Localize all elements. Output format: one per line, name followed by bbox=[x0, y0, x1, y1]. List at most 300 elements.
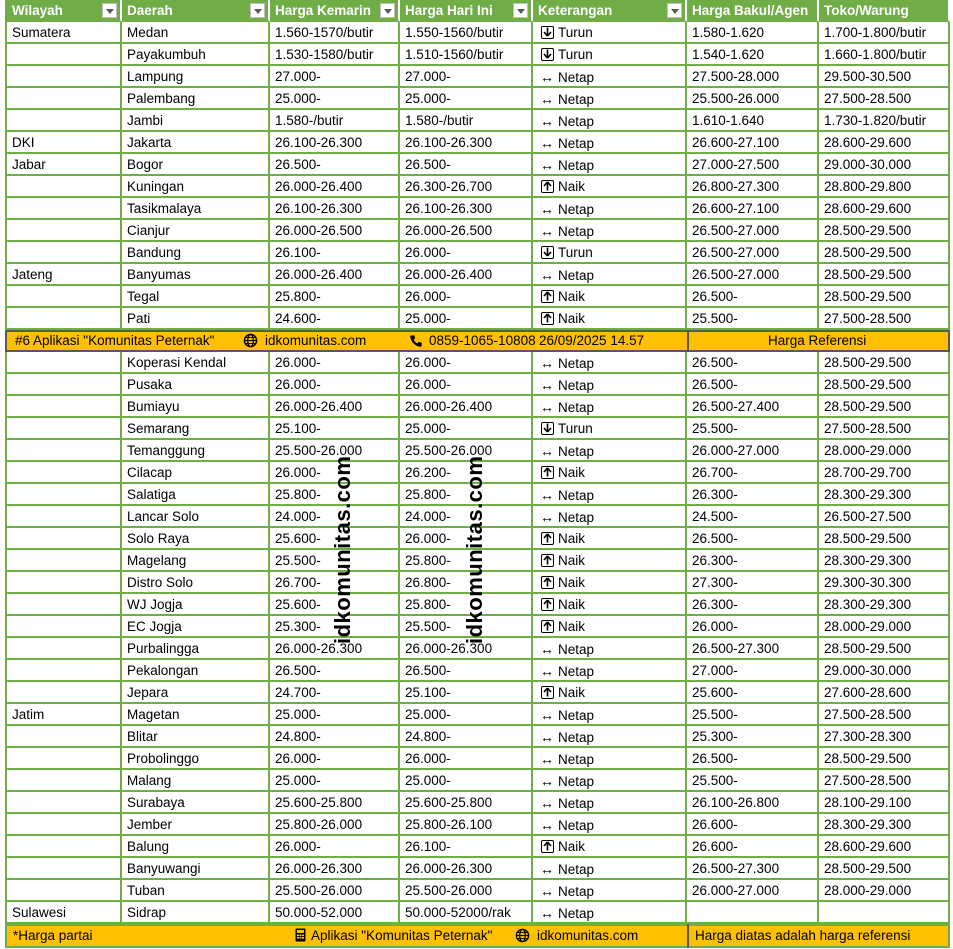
cell-toko bbox=[819, 396, 950, 418]
cell-text: Semarang bbox=[127, 421, 190, 436]
cell-text: 28.500-29.500 bbox=[824, 289, 912, 304]
cell-text: 26.100- bbox=[405, 839, 451, 854]
cell-text: Malang bbox=[127, 773, 172, 788]
cell-kemarin bbox=[270, 352, 400, 374]
banner-phone: 0859-1065-10808 bbox=[429, 333, 536, 348]
cell-hariini bbox=[400, 770, 533, 792]
cell-text: 1.580-/butir bbox=[405, 113, 474, 128]
cell-text: Tegal bbox=[127, 289, 160, 304]
cell-text: Netap bbox=[558, 114, 595, 129]
cell-wilayah bbox=[5, 176, 122, 198]
lr-arrow-icon: ↔ bbox=[540, 267, 554, 283]
cell-text: 27.000- bbox=[692, 663, 738, 678]
cell-toko bbox=[819, 858, 950, 880]
cell-daerah bbox=[122, 726, 270, 748]
globe-icon bbox=[243, 332, 258, 350]
cell-daerah bbox=[122, 880, 270, 902]
banner-site[interactable]: idkomunitas.com bbox=[265, 333, 367, 348]
cell-hariini bbox=[400, 66, 533, 88]
cell-kemarin bbox=[270, 198, 400, 220]
cell-kemarin bbox=[270, 220, 400, 242]
column-header[interactable] bbox=[270, 0, 400, 22]
cell-text: Pati bbox=[127, 311, 151, 326]
cell-text: 28.600-29.600 bbox=[824, 201, 912, 216]
cell-ket bbox=[533, 836, 687, 858]
table-row bbox=[0, 396, 953, 418]
cell-text: Payakumbuh bbox=[127, 47, 206, 62]
cell-text: 25.600- bbox=[275, 597, 321, 612]
cell-toko bbox=[819, 242, 950, 264]
table-row bbox=[0, 858, 953, 880]
table-row bbox=[0, 132, 953, 154]
cell-ket bbox=[533, 770, 687, 792]
cell-text: 28.500-29.500 bbox=[824, 377, 912, 392]
cell-text: 25.500-26.000 bbox=[275, 883, 363, 898]
cell-text: 25.800-26.100 bbox=[405, 817, 493, 832]
cell-ket bbox=[533, 814, 687, 836]
calculator-icon bbox=[295, 926, 306, 946]
cell-text: 25.800-26.000 bbox=[275, 817, 363, 832]
cell-ket bbox=[533, 682, 687, 704]
table-row bbox=[0, 264, 953, 286]
table-row bbox=[0, 792, 953, 814]
cell-text: 28.300-29.300 bbox=[824, 553, 912, 568]
cell-text: Probolinggo bbox=[127, 751, 200, 766]
cell-text: 25.500-26.000 bbox=[692, 91, 780, 106]
cell-text: Netap bbox=[558, 708, 595, 723]
cell-daerah bbox=[122, 88, 270, 110]
cell-wilayah bbox=[5, 440, 122, 462]
cell-kemarin bbox=[270, 792, 400, 814]
cell-text: 26.500- bbox=[405, 663, 451, 678]
cell-bakul bbox=[687, 682, 819, 704]
cell-text: 27.500-28.500 bbox=[824, 773, 912, 788]
column-header[interactable] bbox=[819, 0, 950, 22]
footer-site[interactable]: idkomunitas.com bbox=[537, 928, 639, 943]
banner-reference-label: Harga Referensi bbox=[768, 333, 867, 348]
cell-text: Naik bbox=[558, 531, 586, 546]
cell-wilayah bbox=[5, 418, 122, 440]
cell-daerah bbox=[122, 638, 270, 660]
cell-text: Naik bbox=[558, 597, 586, 612]
globe-icon bbox=[515, 926, 530, 946]
cell-text: 26.000-26.300 bbox=[275, 861, 363, 876]
cell-text: Naik bbox=[558, 685, 586, 700]
cell-hariini bbox=[400, 682, 533, 704]
cell-wilayah bbox=[5, 682, 122, 704]
cell-text: 26.000- bbox=[275, 377, 321, 392]
cell-daerah bbox=[122, 110, 270, 132]
cell-wilayah bbox=[5, 836, 122, 858]
cell-bakul bbox=[687, 198, 819, 220]
cell-toko bbox=[819, 726, 950, 748]
cell-text: 25.000- bbox=[405, 91, 451, 106]
cell-daerah bbox=[122, 506, 270, 528]
cell-text: 25.000- bbox=[405, 311, 451, 326]
cell-bakul bbox=[687, 44, 819, 66]
cell-text: 26.300-26.700 bbox=[405, 179, 493, 194]
cell-hariini bbox=[400, 396, 533, 418]
filter-dropdown-icon[interactable] bbox=[380, 3, 395, 18]
cell-text: Pekalongan bbox=[127, 663, 199, 678]
table-row bbox=[0, 66, 953, 88]
filter-dropdown-icon[interactable] bbox=[513, 3, 528, 18]
cell-wilayah bbox=[5, 814, 122, 836]
cell-hariini bbox=[400, 242, 533, 264]
cell-wilayah bbox=[5, 858, 122, 880]
cell-text: 28.500-29.500 bbox=[824, 267, 912, 282]
cell-toko bbox=[819, 44, 950, 66]
cell-text: 25.000- bbox=[275, 773, 321, 788]
cell-kemarin bbox=[270, 22, 400, 44]
lr-arrow-icon: ↔ bbox=[540, 223, 554, 239]
cell-text: 26.300- bbox=[692, 487, 738, 502]
cell-text: Netap bbox=[558, 510, 595, 525]
cell-kemarin bbox=[270, 264, 400, 286]
column-header[interactable] bbox=[687, 0, 819, 22]
cell-text: Netap bbox=[558, 488, 595, 503]
up-arrow-icon bbox=[541, 620, 554, 633]
cell-text: Solo Raya bbox=[127, 531, 190, 546]
column-header[interactable] bbox=[5, 0, 122, 22]
cell-text: 26.000-26.400 bbox=[405, 399, 493, 414]
cell-toko bbox=[819, 374, 950, 396]
cell-wilayah bbox=[5, 22, 122, 44]
cell-bakul bbox=[687, 132, 819, 154]
cell-text: Naik bbox=[558, 619, 586, 634]
table-row bbox=[0, 418, 953, 440]
cell-daerah bbox=[122, 462, 270, 484]
cell-text: Lancar Solo bbox=[127, 509, 200, 524]
cell-text: 1.730-1.820/butir bbox=[824, 113, 927, 128]
lr-arrow-icon: ↔ bbox=[540, 663, 554, 679]
cell-text: 26.300- bbox=[692, 597, 738, 612]
cell-text: 29.500-30.500 bbox=[824, 69, 912, 84]
cell-ket bbox=[533, 572, 687, 594]
cell-bakul bbox=[687, 726, 819, 748]
cell-daerah bbox=[122, 748, 270, 770]
lr-arrow-icon: ↔ bbox=[540, 69, 554, 85]
cell-bakul bbox=[687, 462, 819, 484]
cell-text: 25.600- bbox=[692, 685, 738, 700]
cell-wilayah bbox=[5, 704, 122, 726]
cell-toko bbox=[819, 814, 950, 836]
cell-daerah bbox=[122, 440, 270, 462]
cell-toko bbox=[819, 770, 950, 792]
cell-text: Pusaka bbox=[127, 377, 173, 392]
cell-text: Jatim bbox=[12, 707, 45, 722]
cell-text: Netap bbox=[558, 356, 595, 371]
cell-toko bbox=[819, 660, 950, 682]
cell-bakul bbox=[687, 660, 819, 682]
cell-text: Jepara bbox=[127, 685, 169, 700]
cell-text: Surabaya bbox=[127, 795, 185, 810]
cell-toko bbox=[819, 418, 950, 440]
cell-text: Netap bbox=[558, 774, 595, 789]
cell-toko bbox=[819, 550, 950, 572]
cell-toko bbox=[819, 176, 950, 198]
cell-toko bbox=[819, 792, 950, 814]
cell-hariini bbox=[400, 660, 533, 682]
cell-daerah bbox=[122, 352, 270, 374]
up-arrow-icon bbox=[541, 180, 554, 193]
cell-daerah bbox=[122, 836, 270, 858]
cell-text: 25.000- bbox=[275, 707, 321, 722]
cell-wilayah bbox=[5, 66, 122, 88]
cell-hariini bbox=[400, 858, 533, 880]
cell-kemarin bbox=[270, 418, 400, 440]
cell-text: 25.500-26.000 bbox=[405, 883, 493, 898]
filter-dropdown-icon[interactable] bbox=[667, 3, 682, 18]
cell-text: 25.500-26.000 bbox=[275, 443, 363, 458]
lr-arrow-icon: ↔ bbox=[540, 795, 554, 811]
cell-ket bbox=[533, 660, 687, 682]
cell-text: Bumiayu bbox=[127, 399, 180, 414]
cell-text: 28.300-29.300 bbox=[824, 817, 912, 832]
table-row bbox=[0, 880, 953, 902]
cell-text: Netap bbox=[558, 444, 595, 459]
cell-text: 25.600- bbox=[275, 531, 321, 546]
cell-bakul bbox=[687, 264, 819, 286]
up-arrow-icon bbox=[541, 554, 554, 567]
cell-kemarin bbox=[270, 836, 400, 858]
cell-hariini bbox=[400, 880, 533, 902]
column-header[interactable] bbox=[122, 0, 270, 22]
cell-text: Naik bbox=[558, 311, 586, 326]
cell-ket bbox=[533, 132, 687, 154]
cell-hariini bbox=[400, 132, 533, 154]
cell-kemarin bbox=[270, 154, 400, 176]
column-header[interactable] bbox=[400, 0, 533, 22]
cell-ket bbox=[533, 484, 687, 506]
cell-bakul bbox=[687, 506, 819, 528]
cell-toko bbox=[819, 286, 950, 308]
cell-kemarin bbox=[270, 858, 400, 880]
cell-hariini bbox=[400, 286, 533, 308]
cell-ket bbox=[533, 704, 687, 726]
cell-text: Sumatera bbox=[12, 25, 71, 40]
cell-kemarin bbox=[270, 770, 400, 792]
cell-text: 24.800- bbox=[405, 729, 451, 744]
cell-daerah bbox=[122, 66, 270, 88]
column-header-label: Wilayah bbox=[12, 3, 63, 18]
lr-arrow-icon: ↔ bbox=[540, 729, 554, 745]
cell-ket bbox=[533, 176, 687, 198]
cell-text: 26.100-26.300 bbox=[405, 201, 493, 216]
cell-ket bbox=[533, 858, 687, 880]
cell-text: Blitar bbox=[127, 729, 158, 744]
cell-text: 27.600-28.600 bbox=[824, 685, 912, 700]
cell-text: Bogor bbox=[127, 157, 164, 172]
cell-kemarin bbox=[270, 660, 400, 682]
phone-icon bbox=[409, 332, 423, 350]
footer-bar bbox=[5, 924, 950, 948]
footer-reference-note: Harga diatas adalah harga referensi bbox=[695, 928, 911, 943]
column-header-label: Daerah bbox=[127, 3, 173, 18]
column-header[interactable] bbox=[533, 0, 687, 22]
lr-arrow-icon: ↔ bbox=[540, 135, 554, 151]
cell-text: 25.500- bbox=[692, 421, 738, 436]
cell-text: 1.510-1560/butir bbox=[405, 47, 504, 62]
cell-bakul bbox=[687, 880, 819, 902]
cell-text: Magetan bbox=[127, 707, 180, 722]
cell-text: 27.000- bbox=[405, 69, 451, 84]
cell-daerah bbox=[122, 594, 270, 616]
cell-text: 26.000- bbox=[405, 751, 451, 766]
filter-dropdown-icon[interactable] bbox=[102, 3, 117, 18]
cell-text: Tasikmalaya bbox=[127, 201, 202, 216]
cell-text: 26.000-26.400 bbox=[275, 267, 363, 282]
table-row bbox=[0, 814, 953, 836]
cell-text: Bandung bbox=[127, 245, 182, 260]
cell-ket bbox=[533, 88, 687, 110]
cell-wilayah bbox=[5, 880, 122, 902]
cell-text: 25.800- bbox=[275, 289, 321, 304]
cell-text: 25.800- bbox=[405, 597, 451, 612]
cell-ket bbox=[533, 418, 687, 440]
cell-text: 24.000- bbox=[275, 509, 321, 524]
cell-ket bbox=[533, 154, 687, 176]
cell-ket bbox=[533, 440, 687, 462]
cell-kemarin bbox=[270, 682, 400, 704]
cell-text: 26.000- bbox=[405, 531, 451, 546]
cell-daerah bbox=[122, 132, 270, 154]
cell-text: 27.300-28.300 bbox=[824, 729, 912, 744]
cell-text: Medan bbox=[127, 25, 169, 40]
table-row bbox=[0, 836, 953, 858]
lr-arrow-icon: ↔ bbox=[540, 399, 554, 415]
cell-kemarin bbox=[270, 308, 400, 330]
cell-toko bbox=[819, 22, 950, 44]
cell-bakul bbox=[687, 22, 819, 44]
cell-ket bbox=[533, 308, 687, 330]
cell-text: 26.000-27.000 bbox=[692, 883, 780, 898]
cell-text: Naik bbox=[558, 839, 586, 854]
cell-bakul bbox=[687, 616, 819, 638]
cell-ket bbox=[533, 374, 687, 396]
cell-daerah bbox=[122, 264, 270, 286]
cell-text: 28.300-29.300 bbox=[824, 597, 912, 612]
cell-text: Banyumas bbox=[127, 267, 191, 282]
cell-text: WJ Jogja bbox=[127, 597, 183, 612]
cell-bakul bbox=[687, 418, 819, 440]
lr-arrow-icon: ↔ bbox=[540, 641, 554, 657]
cell-text: 26.500- bbox=[405, 157, 451, 172]
cell-text: 26.800- bbox=[405, 575, 451, 590]
cell-hariini bbox=[400, 308, 533, 330]
cell-kemarin bbox=[270, 176, 400, 198]
table-row bbox=[0, 682, 953, 704]
cell-text: 26.500-27.500 bbox=[824, 509, 912, 524]
cell-text: 26.000- bbox=[275, 751, 321, 766]
cell-ket bbox=[533, 792, 687, 814]
cell-text: 25.100- bbox=[405, 685, 451, 700]
cell-text: Netap bbox=[558, 136, 595, 151]
cell-text: 1.530-1580/butir bbox=[275, 47, 374, 62]
cell-text: 26.000- bbox=[275, 839, 321, 854]
up-arrow-icon bbox=[541, 840, 554, 853]
down-arrow-icon bbox=[541, 422, 554, 435]
cell-wilayah bbox=[5, 506, 122, 528]
cell-ket bbox=[533, 638, 687, 660]
cell-kemarin bbox=[270, 242, 400, 264]
filter-dropdown-icon[interactable] bbox=[250, 3, 265, 18]
cell-text: Netap bbox=[558, 92, 595, 107]
cell-daerah bbox=[122, 396, 270, 418]
cell-daerah bbox=[122, 198, 270, 220]
cell-daerah bbox=[122, 44, 270, 66]
cell-bakul bbox=[687, 550, 819, 572]
cell-toko bbox=[819, 528, 950, 550]
cell-kemarin bbox=[270, 44, 400, 66]
cell-kemarin bbox=[270, 814, 400, 836]
cell-ket bbox=[533, 66, 687, 88]
cell-bakul bbox=[687, 308, 819, 330]
cell-text: 26.000-26.300 bbox=[405, 641, 493, 656]
cell-text: Jabar bbox=[12, 157, 46, 172]
cell-bakul bbox=[687, 902, 819, 924]
cell-wilayah bbox=[5, 220, 122, 242]
cell-bakul bbox=[687, 638, 819, 660]
cell-text: Naik bbox=[558, 575, 586, 590]
cell-text: 28.500-29.500 bbox=[824, 245, 912, 260]
cell-kemarin bbox=[270, 902, 400, 924]
cell-text: 28.500-29.500 bbox=[824, 223, 912, 238]
cell-ket bbox=[533, 616, 687, 638]
cell-kemarin bbox=[270, 132, 400, 154]
lr-arrow-icon: ↔ bbox=[540, 751, 554, 767]
cell-text: 24.500- bbox=[692, 509, 738, 524]
cell-text: 29.000-30.000 bbox=[824, 663, 912, 678]
cell-bakul bbox=[687, 154, 819, 176]
cell-bakul bbox=[687, 572, 819, 594]
table-row bbox=[0, 660, 953, 682]
cell-text: 25.100- bbox=[275, 421, 321, 436]
cell-toko bbox=[819, 572, 950, 594]
cell-hariini bbox=[400, 902, 533, 924]
banner-datetime: 26/09/2025 14.57 bbox=[539, 333, 645, 348]
cell-ket bbox=[533, 396, 687, 418]
footer-app-label: Aplikasi "Komunitas Peternak" bbox=[311, 928, 493, 943]
cell-text: Netap bbox=[558, 224, 595, 239]
cell-ket bbox=[533, 220, 687, 242]
cell-toko bbox=[819, 836, 950, 858]
cell-text: Turun bbox=[558, 25, 593, 40]
cell-wilayah bbox=[5, 616, 122, 638]
cell-text: Naik bbox=[558, 289, 586, 304]
cell-text: Netap bbox=[558, 906, 595, 921]
cell-ket bbox=[533, 352, 687, 374]
cell-ket bbox=[533, 462, 687, 484]
lr-arrow-icon: ↔ bbox=[540, 91, 554, 107]
table-row bbox=[0, 110, 953, 132]
cell-wilayah bbox=[5, 528, 122, 550]
table-row bbox=[0, 220, 953, 242]
cell-text: 28.500-29.500 bbox=[824, 751, 912, 766]
cell-bakul bbox=[687, 792, 819, 814]
cell-hariini bbox=[400, 264, 533, 286]
cell-text: Netap bbox=[558, 796, 595, 811]
cell-kemarin bbox=[270, 110, 400, 132]
cell-text: 26.000- bbox=[405, 377, 451, 392]
cell-wilayah bbox=[5, 396, 122, 418]
cell-text: 26.500- bbox=[275, 663, 321, 678]
cell-daerah bbox=[122, 814, 270, 836]
cell-text: 28.000-29.000 bbox=[824, 883, 912, 898]
cell-hariini bbox=[400, 748, 533, 770]
cell-text: DKI bbox=[12, 135, 35, 150]
cell-bakul bbox=[687, 110, 819, 132]
